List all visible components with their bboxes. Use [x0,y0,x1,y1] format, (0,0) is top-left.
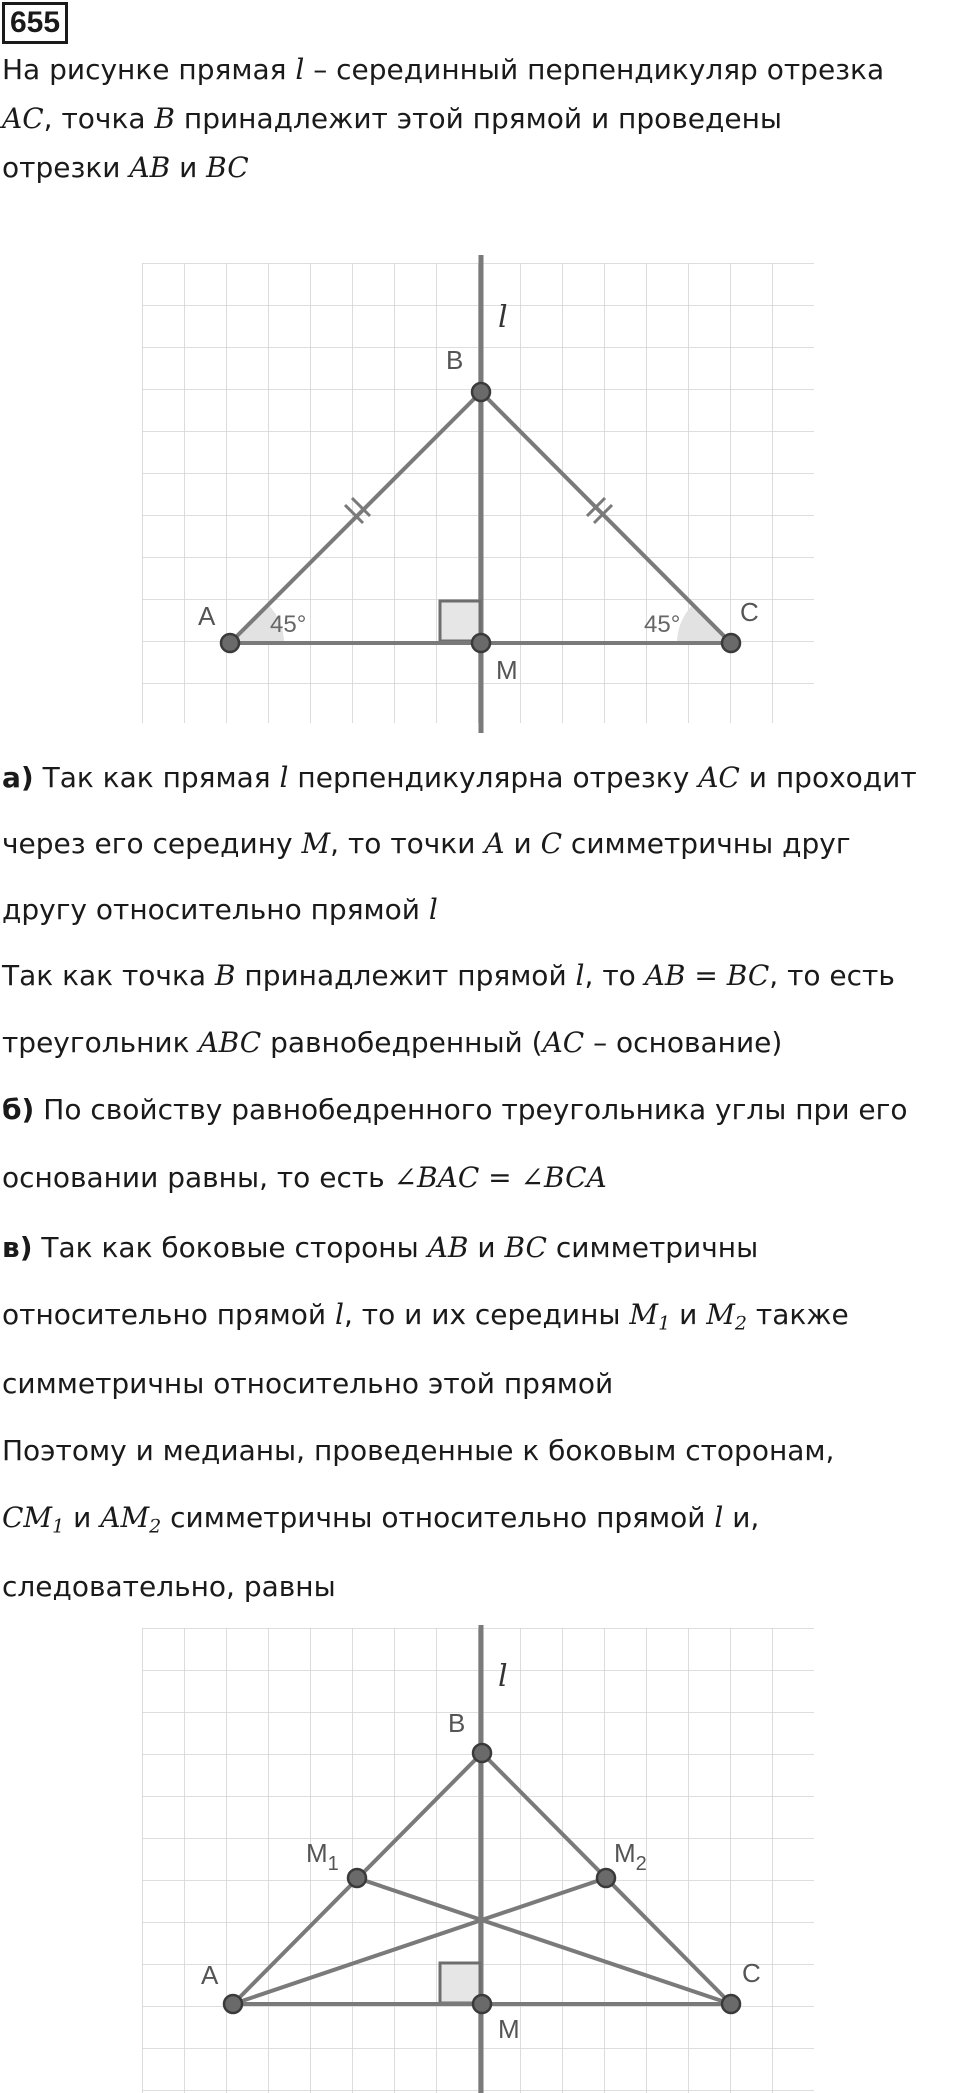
part-v-line-2: относительно прямой l, то и их середины $M_1$ и $M_2$ также [2,1298,849,1335]
point-a [224,1995,242,2013]
label-m2-letter: M [614,1838,636,1868]
point-m [473,1995,491,2013]
intro-line-2: AC, точка B принадлежит этой прямой и проведены [2,102,782,135]
angle-c-label: 45° [644,611,681,638]
point-b [473,1744,491,1762]
problem-number: 655 [2,2,68,44]
point-m1 [348,1869,366,1887]
label-m2-sub: 2 [635,1853,647,1875]
label-a: A [201,1960,219,1990]
part-v-line-5: $CM_1$ и $AM_2$ симметричны относительно прямой l и, [2,1501,760,1538]
intro-line-1: На рисунке прямая l – серединный перпендикуляр отрезка [2,53,885,86]
label-a: A [198,601,216,631]
label-c: C [742,1958,761,1988]
label-l: l [498,300,508,335]
part-a-line-5: треугольник ABC равнобедренный (AC – основание) [2,1026,783,1059]
label-m1-letter: M [306,1838,328,1868]
part-v-marker: в) [2,1231,33,1264]
part-a-marker: а) [2,761,34,794]
part-v-line-1: в) Так как боковые стороны AB и BC симметричны [2,1231,759,1264]
figure-1 [130,255,830,735]
label-b: B [446,345,464,375]
part-a-line-1: а) Так как прямая l перпендикулярна отрезку AC и проходит [2,761,917,794]
part-v-line-4: Поэтому и медианы, проведенные к боковым сторонам, [2,1434,835,1467]
label-c: C [740,597,759,627]
point-a [221,634,239,652]
right-angle-mark [440,601,480,641]
point-b [472,383,490,401]
part-a-line-4: Так как точка B принадлежит прямой l, то AB = BC, то есть [2,959,895,992]
intro-line-3: отрезки AB и BC [2,151,249,184]
part-v-line-3: симметричны относительно этой прямой [2,1367,614,1400]
right-angle-mark [440,1963,480,2003]
figure-2 [130,1620,830,2093]
part-b-marker: б) [2,1093,35,1126]
part-a-line-2: через его середину M, то точки A и C симметричны друг [2,827,851,860]
grid [142,263,814,723]
angle-a-label: 45° [270,611,307,638]
label-b: B [448,1708,466,1738]
point-c [722,634,740,652]
label-l: l [498,1659,508,1694]
part-b-line-1: б) По свойству равнобедренного треугольника углы при его [2,1093,908,1126]
label-m: M [496,655,518,685]
point-c [722,1995,740,2013]
part-a-line-3: другу относительно прямой l [2,893,438,926]
point-m [472,634,490,652]
part-b-line-2: основании равны, то есть ∠BAC = ∠BCA [2,1161,607,1194]
grid [142,1628,814,2093]
label-m1-sub: 1 [327,1853,339,1875]
label-m: M [498,2014,520,2044]
part-v-line-6: следовательно, равны [2,1570,336,1603]
point-m2 [597,1869,615,1887]
